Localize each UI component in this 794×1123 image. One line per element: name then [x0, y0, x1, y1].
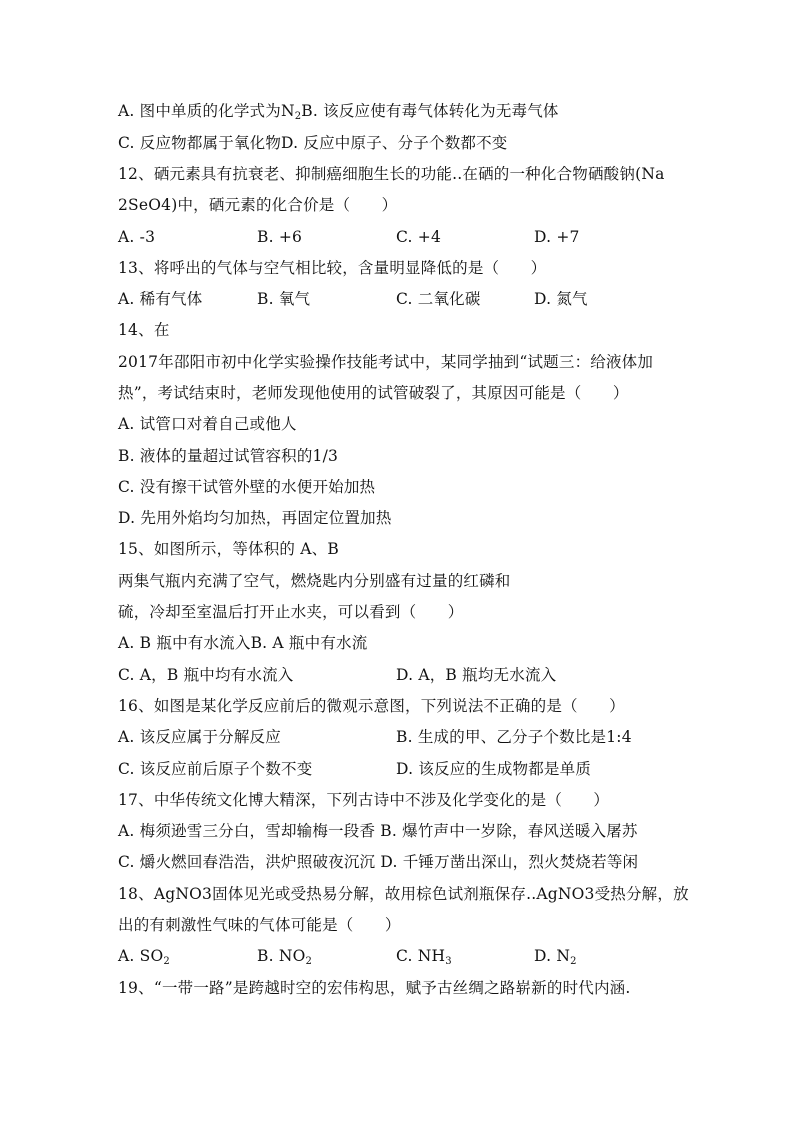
q14-option-c: C. 没有擦干试管外壁的水便开始加热: [118, 478, 376, 496]
q18-option-a-subscript: 2: [163, 956, 170, 967]
q15-stem-line2: 两集气瓶内充满了空气，燃烧匙内分别盛有过量的红磷和: [118, 572, 511, 590]
q18-stem-line1: 18、AgNO3固体见光或受热易分解，故用棕色试剂瓶保存..AgNO3受热分解，放: [118, 885, 689, 903]
q11-option-a-text: A. 图中单质的化学式为N: [118, 102, 295, 120]
q14-stem-line2: 热”，考试结束时，老师发现他使用的试管破裂了，其原因可能是（ ）: [118, 384, 629, 402]
q12-option-a: A. -3: [118, 228, 156, 246]
q13-stem: 13、将呼出的气体与空气相比较，含量明显降低的是（ ）: [118, 259, 547, 277]
q18-option-a-text: A. SO: [118, 947, 164, 965]
q18-option-c: [396, 946, 452, 966]
q16-option-d: D. 该反应的生成物都是单质: [396, 760, 592, 778]
q12-option-b: B. +6: [257, 228, 303, 246]
q18-options: [118, 946, 678, 966]
q11-option-cd: C. 反应物都属于氧化物D. 反应中原子、分子个数都不变: [118, 134, 508, 152]
q15-option-d: D. A，B 瓶均无水流入: [396, 666, 557, 684]
q12-options: [118, 227, 678, 247]
q18-option-b-text: B. NO: [257, 947, 306, 965]
q11-option-ab: [118, 101, 559, 121]
q16-option-c: C. 该反应前后原子个数不变: [118, 760, 313, 778]
q15-option-ab: A. B 瓶中有水流入B. A 瓶中有水流: [118, 634, 368, 652]
q18-option-d: [534, 946, 577, 966]
q13-option-a: A. 稀有气体: [118, 290, 203, 308]
q14-option-a: A. 试管口对着自己或他人: [118, 415, 297, 433]
q16-option-cd: [118, 759, 678, 779]
q11-option-a-subscript: 2: [294, 111, 302, 122]
q13-option-b: B. 氧气: [257, 290, 311, 308]
q16-option-ab: [118, 727, 678, 747]
q18-option-d-text: D. N: [534, 947, 571, 965]
q13-option-d: D. 氮气: [534, 290, 588, 308]
q15-stem-line3: 硫，冷却至室温后打开止水夹，可以看到（ ）: [118, 603, 464, 621]
q17-option-cd: C. 爝火燃回春浩浩，洪炉照破夜沉沉 D. 千锤万凿出深山，烈火焚烧若等闲: [118, 853, 639, 871]
q18-option-b: [257, 946, 312, 966]
q14-option-b: B. 液体的量超过试管容积的1/3: [118, 447, 339, 465]
q18-option-c-text: C. NH: [396, 947, 446, 965]
q14-stem-line1: 2017年邵阳市初中化学实验操作技能考试中，某同学抽到“试题三：给液体加: [118, 353, 654, 371]
q12-option-c: C. +4: [396, 228, 442, 246]
q18-option-a: [118, 946, 170, 966]
q15-stem-line1: 15、如图所示，等体积的 A、B: [118, 540, 339, 558]
q12-option-d: D. +7: [534, 228, 580, 246]
q12-stem-line1: 12、硒元素具有抗衰老、抑制癌细胞生长的功能..在硒的一种化合物硒酸钠(Na: [118, 165, 665, 183]
q16-stem: 16、如图是某化学反应前后的微观示意图，下列说法不正确的是（ ）: [118, 697, 625, 715]
q14-number: 14、在: [118, 321, 170, 339]
q13-option-c: C. 二氧化碳: [396, 290, 481, 308]
q18-option-d-subscript: 2: [570, 956, 577, 967]
q15-option-cd: [118, 665, 678, 685]
q16-option-b: B. 生成的甲、乙分子个数比是1:4: [396, 728, 632, 746]
q14-option-d: D. 先用外焰均匀加热，再固定位置加热: [118, 509, 392, 527]
q17-option-ab: A. 梅须逊雪三分白，雪却输梅一段香 B. 爆竹声中一岁除，春风送暖入屠苏: [118, 822, 638, 840]
q11-option-b-text: B. 该反应使有毒气体转化为无毒气体: [301, 102, 559, 120]
q18-stem-line2: 出的有刺激性气味的气体可能是（ ）: [118, 916, 401, 934]
q19-stem: 19、“一带一路”是跨越时空的宏伟构思，赋予古丝绸之路崭新的时代内涵.: [118, 979, 631, 997]
q13-options: [118, 289, 678, 309]
q18-option-b-subscript: 2: [305, 956, 313, 967]
q18-option-c-subscript: 3: [445, 956, 452, 967]
q12-stem-line2: 2SeO4)中，硒元素的化合价是（ ）: [118, 196, 398, 214]
q16-option-a: A. 该反应属于分解反应: [118, 728, 281, 746]
q17-stem: 17、中华传统文化博大精深，下列古诗中不涉及化学变化的是（ ）: [118, 791, 610, 809]
q15-option-c: C. A，B 瓶中均有水流入: [118, 666, 294, 684]
